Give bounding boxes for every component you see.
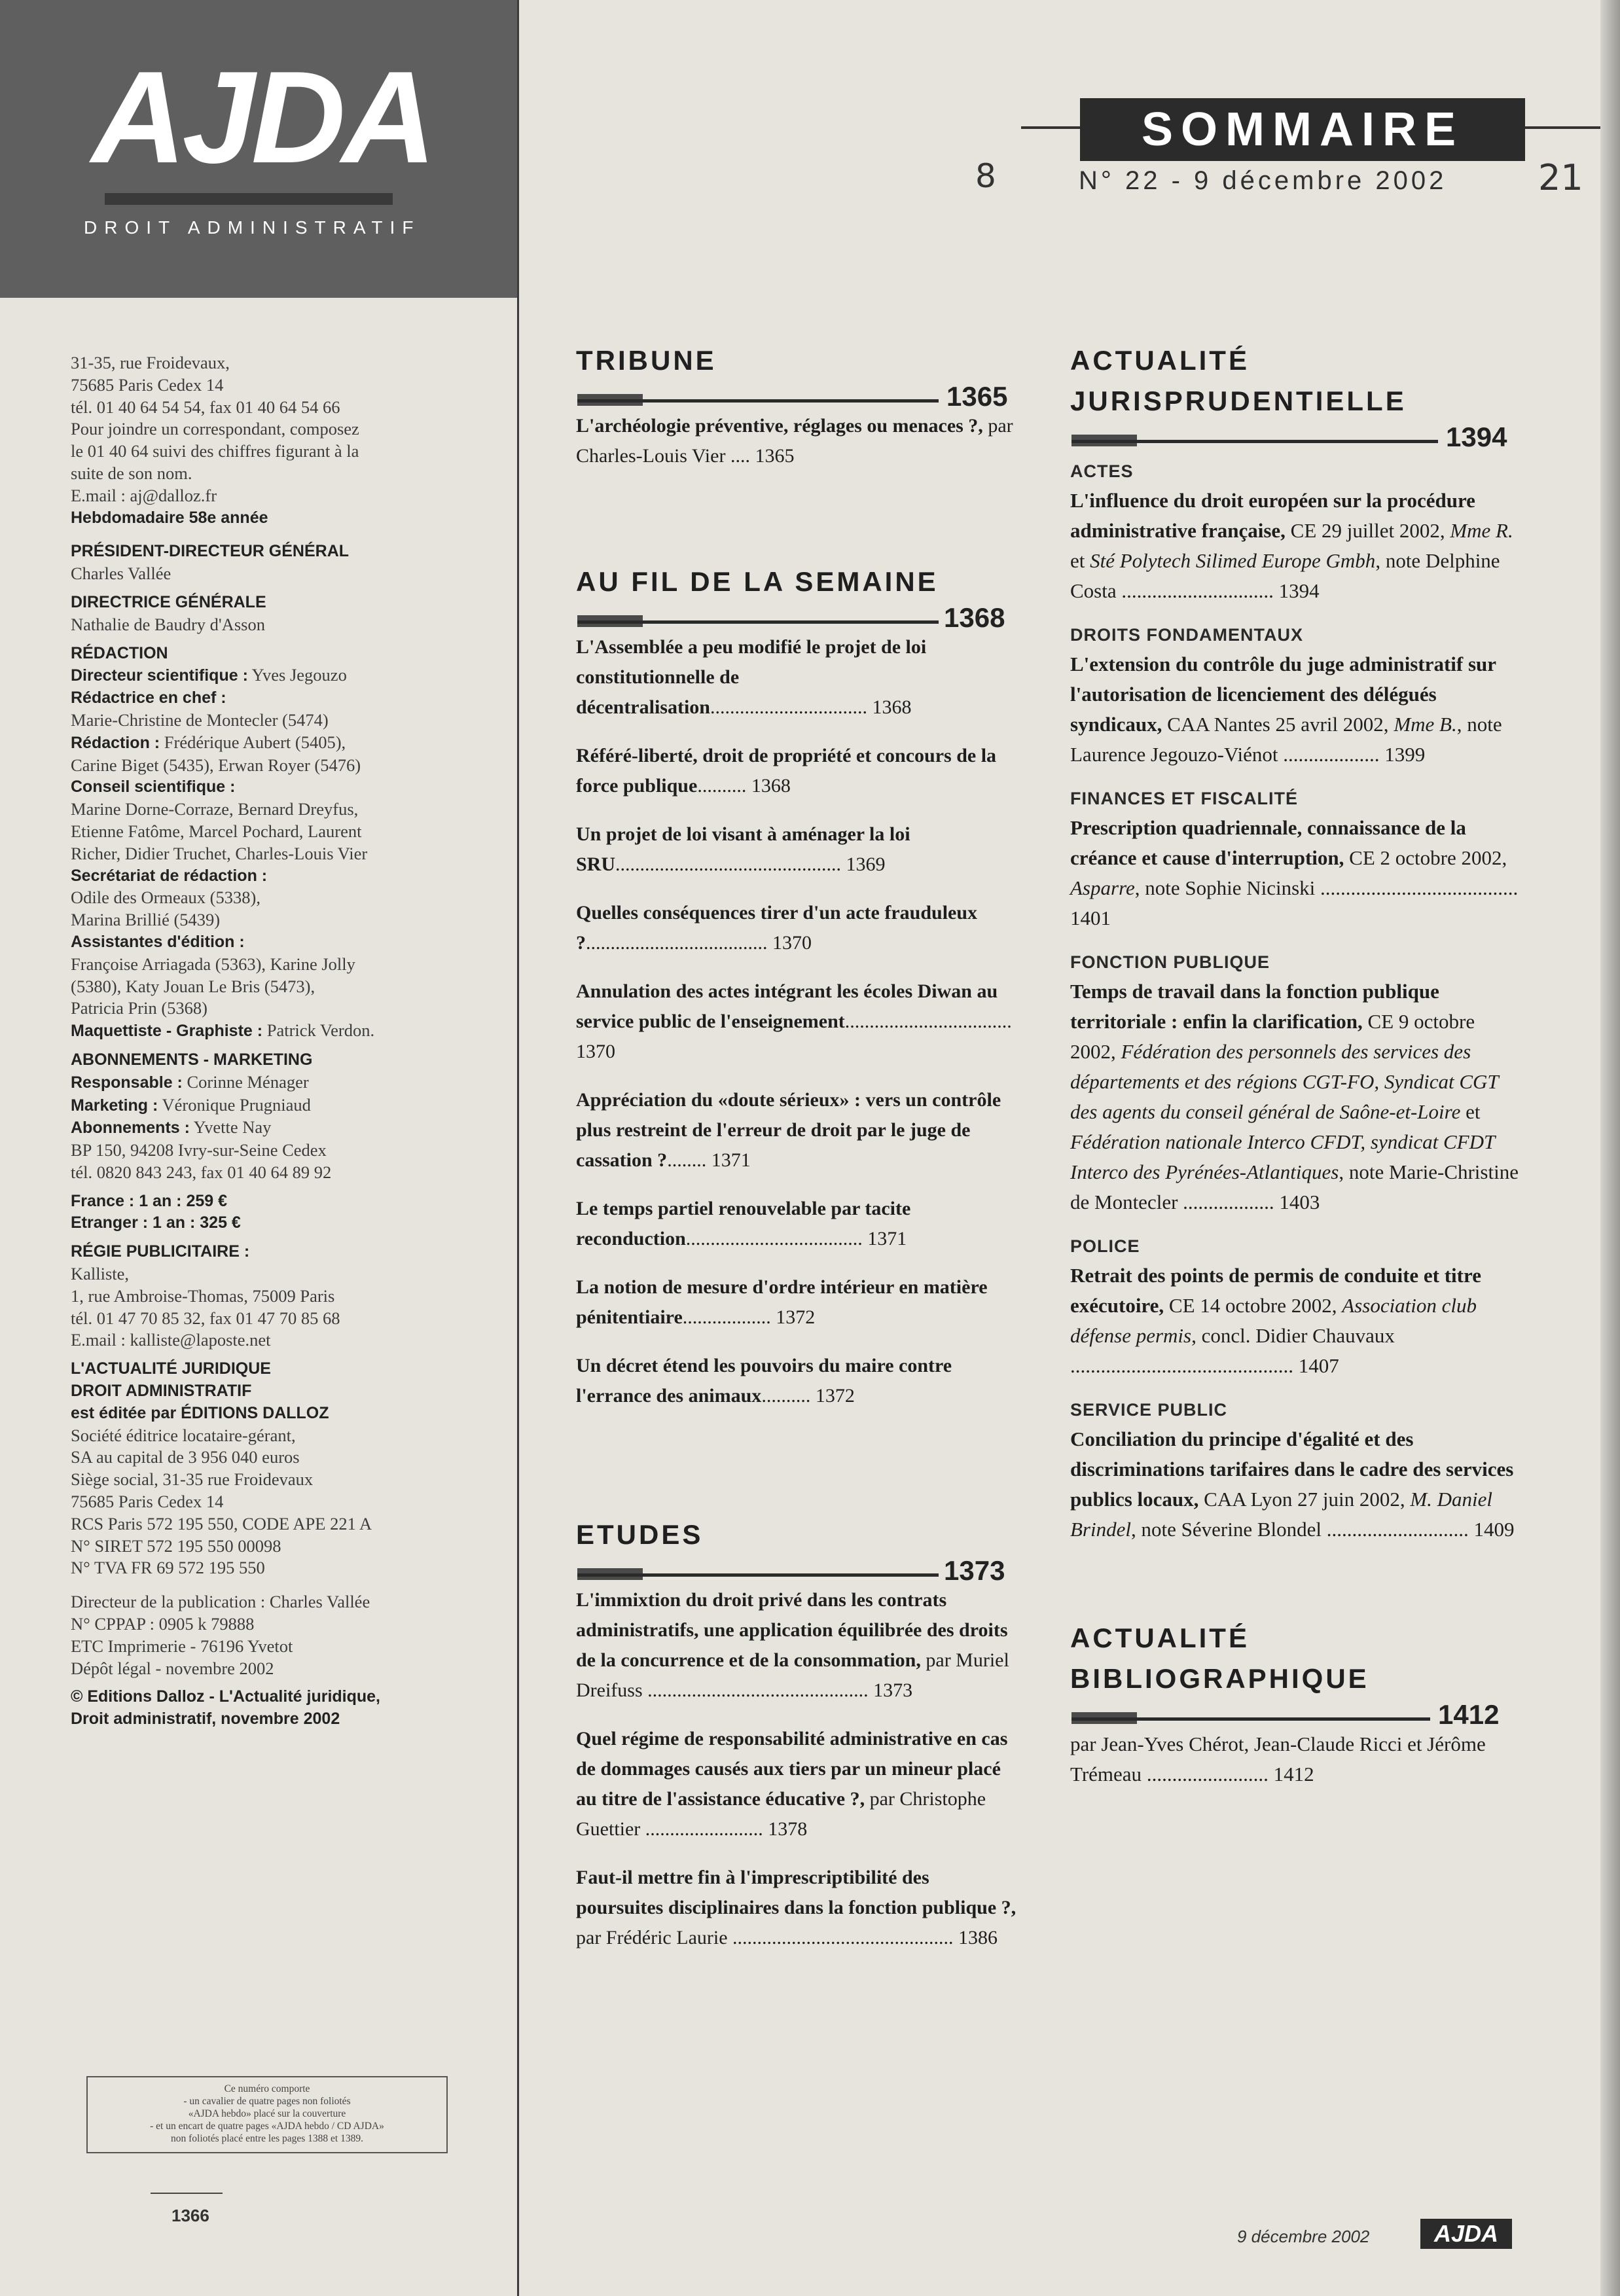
secretariat-label: Secrétariat de rédaction : bbox=[71, 866, 268, 885]
dir-sci-line: Directeur scientifique : Yves Jegouzo bbox=[71, 665, 347, 685]
ajda-logo: AJDA bbox=[92, 45, 433, 190]
issue-date: N° 22 - 9 décembre 2002 bbox=[1079, 166, 1447, 195]
category-label: POLICE bbox=[1070, 1236, 1140, 1256]
toc-entry[interactable]: Un projet de loi visant à aménager la loi SRU.............................................. 1369 bbox=[576, 823, 910, 875]
column-divider bbox=[517, 0, 519, 2296]
juris-entry[interactable]: Conciliation du principe d'égalité et des discriminations tarifaires dans le cadre des services publics locaux, CAA Lyon 27 juin 2002, M. Daniel Brindel, note Séverine Blondel ............................ 1409 bbox=[1070, 1427, 1515, 1541]
toc-entry[interactable]: Un décret étend les pouvoirs du maire contre l'errance des animaux.......... 1372 bbox=[576, 1355, 952, 1407]
section-rule bbox=[576, 602, 1018, 632]
toc-entry[interactable]: L'Assemblée a peu modifié le projet de loi constitutionnelle de décentralisation................................ 1368 bbox=[576, 636, 927, 718]
section-page: 1368 bbox=[944, 602, 1005, 633]
toc-entry[interactable]: Référé-liberté, droit de propriété et concours de la force publique.......... 1368 bbox=[576, 745, 997, 797]
category-label: ACTES bbox=[1070, 461, 1134, 481]
toc-entry[interactable]: Appréciation du «doute sérieux» : vers un contrôle plus restreint de l'erreur de droit par le juge de cassation ?........ 1371 bbox=[576, 1089, 1001, 1171]
dg-name: Nathalie de Baudry d'Asson bbox=[71, 614, 265, 634]
juris-entry[interactable]: L'influence du droit européen sur la procédure administrative française, CE 29 juillet 2002, Mme R. et Sté Polytech Silimed Europe Gmbh, note Delphine Costa .............................. 1394 bbox=[1070, 489, 1513, 602]
edited-by: L'ACTUALITÉ JURIDIQUE bbox=[71, 1359, 271, 1378]
section-tribune bbox=[576, 340, 1018, 471]
toc-entry[interactable]: Quelles conséquences tirer d'un acte frauduleux ?..................................... 1370 bbox=[576, 902, 978, 954]
footer-rule bbox=[151, 2193, 223, 2194]
conseil-label: Conseil scientifique : bbox=[71, 778, 236, 797]
footer-logo: AJDA bbox=[1420, 2219, 1512, 2249]
imprint-text: 31-35, rue Froidevaux, 75685 Paris Cedex 14 tél. 01 40 64 54 54, fax 01 40 64 54 66 Pour joindre un correspondant, composez le 01 40 64 suivi des chiffres figurant à la suite de son nom. E.mail : aj@dalloz.fr Hebdomadaire 58e année PRÉSIDENT-DIRECTEUR GÉNÉRAL Charles Vallée DIRECTRICE GÉNÉRALE Nathalie de Baudry d'Asson RÉDACTION Directeur scientifique : Yves Jegouzo Rédactrice en chef : Marie-Christine de Montecler (5474) Rédaction : Frédérique Aubert (5405), Carine Biget (5435), Erwan Royer (5476) Conseil scientifique : Marine Dorne-Corraze, Bernard Dreyfus, Etienne Fatôme, Marcel Pochard, Laurent Richer, Didier Truchet, Charles-Louis Vier Secrétariat de rédaction : Odile des Ormeaux (5338), Marina Brillié (5439) Assistantes d'édition : Françoise Arriagada (5363), Karine Jolly (5380), Katy Jouan Le Bris (5473), Patricia Prin (5368) Maquettiste - Graphiste : Patrick Verdon. ABONNEMENTS - MARKETING Responsable : Corinne Ménager Marketing : Véronique Prugniaud Abonnements : Yvette Nay BP 150, 94208 Ivry-sur-Seine Cedex tél. 0820 843 243, fax 01 40 64 89 92 France : 1 an : 259 € Etranger : 1 an : 325 € RÉGIE PUBLICITAIRE : Kalliste, 1, rue Ambroise-Thomas, 75009 Paris tél. 01 47 70 85 32, fax 01 47 70 85 68 E.mail : kalliste@laposte.net L'ACTUALITÉ JURIDIQUE DROIT ADMINISTRATIF est éditée par ÉDITIONS DALLOZ Société éditrice locataire-gérant, SA au capital de 3 956 040 euros Siège social, 31-35 rue Froidevaux 75685 Paris Cedex 14 RCS Paris 572 195 550, CODE APE 221 A N° SIRET 572 195 550 00098 N° TVA FR 69 572 195 550 Directeur de la publication : Charles Vallée N° CPPAP : 0905 k 79888 ETC Imprimerie - 76196 Yvetot Dépôt légal - novembre 2002 © Editions Dalloz - L'Actualité juridique, Droit administratif, novembre 2002 bbox=[71, 352, 470, 1731]
weekly-label: Hebdomadaire 58e année bbox=[71, 508, 268, 527]
toc-entry[interactable]: Faut-il mettre fin à l'imprescriptibilité des poursuites disciplinaires dans la fonction publique ?, par Frédéric Laurie ............................................. 1386 bbox=[576, 1867, 1017, 1948]
section-title-line-1: ACTUALITÉ bbox=[1070, 1623, 1250, 1653]
handwritten-mark-right: 21 bbox=[1538, 157, 1583, 198]
section-title-line-1: ACTUALITÉ bbox=[1070, 345, 1250, 376]
imprint-column bbox=[0, 0, 517, 2296]
category-label: FONCTION PUBLIQUE bbox=[1070, 952, 1270, 972]
regie-label: RÉGIE PUBLICITAIRE : bbox=[71, 1242, 250, 1261]
section-title: ETUDES bbox=[576, 1519, 704, 1550]
handwritten-mark-left: 8 bbox=[975, 157, 996, 195]
toc-entry[interactable]: Le temps partiel renouvelable par tacite reconduction.................................... 1371 bbox=[576, 1198, 911, 1249]
toc-entry[interactable]: Quel régime de responsabilité administrative en cas de dommages causés aux tiers par un mineur placé au titre de l'assistance éducative ?, par Christophe Guettier ........................ 1378 bbox=[576, 1728, 1008, 1840]
section-page: 1373 bbox=[944, 1555, 1005, 1586]
assistantes-label: Assistantes d'édition : bbox=[71, 932, 245, 951]
logo-subtitle: DROIT ADMINISTRATIF bbox=[84, 217, 421, 238]
imprint-address: 31-35, rue Froidevaux, 75685 Paris Cedex 14 tél. 01 40 64 54 54, fax 01 40 64 54 66 Pour joindre un correspondant, composez le 01 40 64 suivi des chiffres figurant à la suite de son nom. E.mail : aj@dalloz.fr bbox=[71, 353, 359, 505]
pdg-label: PRÉSIDENT-DIRECTEUR GÉNÉRAL bbox=[71, 542, 350, 561]
footer-date: 9 décembre 2002 bbox=[1237, 2227, 1370, 2246]
etranger-price: Etranger : 1 an : 325 € bbox=[71, 1213, 241, 1232]
juris-entry[interactable]: Prescription quadriennale, connaissance de la créance et cause d'interruption, CE 2 octobre 2002, Asparre, note Sophie Nicinski ....................................... 1401 bbox=[1070, 816, 1519, 929]
toc-entry[interactable]: La notion de mesure d'ordre intérieur en matière pénitentiaire.................. 1372 bbox=[576, 1276, 988, 1328]
logo-bar bbox=[105, 193, 393, 205]
section-rule bbox=[576, 1555, 1018, 1585]
section-actualite-jurisprudentielle bbox=[1070, 340, 1522, 1545]
biblio-entry[interactable]: par Jean-Yves Chérot, Jean-Claude Ricci et Jérôme Trémeau ........................ 1412 bbox=[1070, 1732, 1486, 1785]
abonnements-label: ABONNEMENTS - MARKETING bbox=[71, 1050, 313, 1069]
sommaire-title: SOMMAIRE bbox=[1080, 98, 1525, 161]
section-page: 1365 bbox=[946, 381, 1008, 412]
right-column bbox=[1070, 340, 1522, 1804]
section-title-line-2: BIBLIOGRAPHIQUE bbox=[1070, 1663, 1369, 1694]
section-etudes bbox=[576, 1515, 1018, 1953]
section-title: TRIBUNE bbox=[576, 345, 717, 376]
toc-entry[interactable]: L'archéologie préventive, réglages ou menaces ?, par Charles-Louis Vier .... 1365 bbox=[576, 415, 1013, 467]
maquette-line: Maquettiste - Graphiste : Patrick Verdon. bbox=[71, 1020, 375, 1041]
insert-note-box: Ce numéro comporte - un cavalier de quatre pages non foliotés «AJDA hebdo» placé sur la couverture - et un encart de quatre pages «AJDA hebdo / CD AJDA» non foliotés placé entre les pages 1388 et 1389. bbox=[86, 2076, 448, 2153]
masthead bbox=[0, 0, 517, 298]
copyright: © Editions Dalloz - L'Actualité juridique, bbox=[71, 1687, 380, 1706]
pdg-name: Charles Vallée bbox=[71, 564, 171, 584]
page-edge-shadow bbox=[1600, 0, 1620, 2296]
juris-entry[interactable]: Temps de travail dans la fonction publique territoriale : enfin la clarification, CE 9 octobre 2002, Fédération des personnels des services des départements et des régions CGT-FO, Syndicat CGT des agents du conseil général de Saône-et-Loire et Fédération nationale Interco CFDT, syndicat CFDT Interco des Pyrénées-Atlantiques, note Marie-Christine de Montecler .................. 1403 bbox=[1070, 980, 1519, 1213]
category-label: DROITS FONDAMENTAUX bbox=[1070, 625, 1303, 645]
section-actualite-bibliographique bbox=[1070, 1618, 1522, 1789]
section-au-fil-de-la-semaine bbox=[576, 562, 1018, 1411]
section-page: 1412 bbox=[1438, 1699, 1500, 1730]
section-rule bbox=[1070, 1699, 1522, 1729]
page-number: 1366 bbox=[171, 2206, 209, 2225]
dg-label: DIRECTRICE GÉNÉRALE bbox=[71, 592, 266, 611]
category-label: FINANCES ET FISCALITÉ bbox=[1070, 789, 1299, 808]
section-title-line-2: JURISPRUDENTIELLE bbox=[1070, 386, 1407, 416]
red-chef-name: Marie-Christine de Montecler (5474) bbox=[71, 709, 329, 730]
toc-entry[interactable]: L'immixtion du droit privé dans les contrats administratifs, une application équilibrée des droits de la concurrence et de la consommation, par Muriel Dreifuss ............................................. 1373 bbox=[576, 1589, 1009, 1701]
section-rule bbox=[576, 381, 1018, 411]
red-chef-label: Rédactrice en chef : bbox=[71, 689, 226, 708]
juris-entry[interactable]: L'extension du contrôle du juge administratif sur l'autorisation de licenciement des délégués syndicaux, CAA Nantes 25 avril 2002, Mme B., note Laurence Jegouzo-Viénot ................... 1399 bbox=[1070, 653, 1502, 766]
section-page: 1394 bbox=[1446, 422, 1507, 452]
toc-entry[interactable]: Annulation des actes intégrant les écoles Diwan au service public de l'enseignement.................................. 1370 bbox=[576, 980, 1012, 1062]
category-label: SERVICE PUBLIC bbox=[1070, 1400, 1228, 1420]
section-rule bbox=[1070, 422, 1522, 452]
redaction-sub-line: Rédaction : Frédérique Aubert (5405), bbox=[71, 732, 346, 752]
middle-column bbox=[576, 340, 1018, 1971]
france-price: France : 1 an : 259 € bbox=[71, 1191, 228, 1210]
section-title: AU FIL DE LA SEMAINE bbox=[576, 566, 939, 597]
redaction-label: RÉDACTION bbox=[71, 643, 168, 662]
juris-entry[interactable]: Retrait des points de permis de conduite et titre exécutoire, CE 14 octobre 2002, Association club défense permis, concl. Didier Chauvaux ............................................ 1407 bbox=[1070, 1264, 1481, 1377]
